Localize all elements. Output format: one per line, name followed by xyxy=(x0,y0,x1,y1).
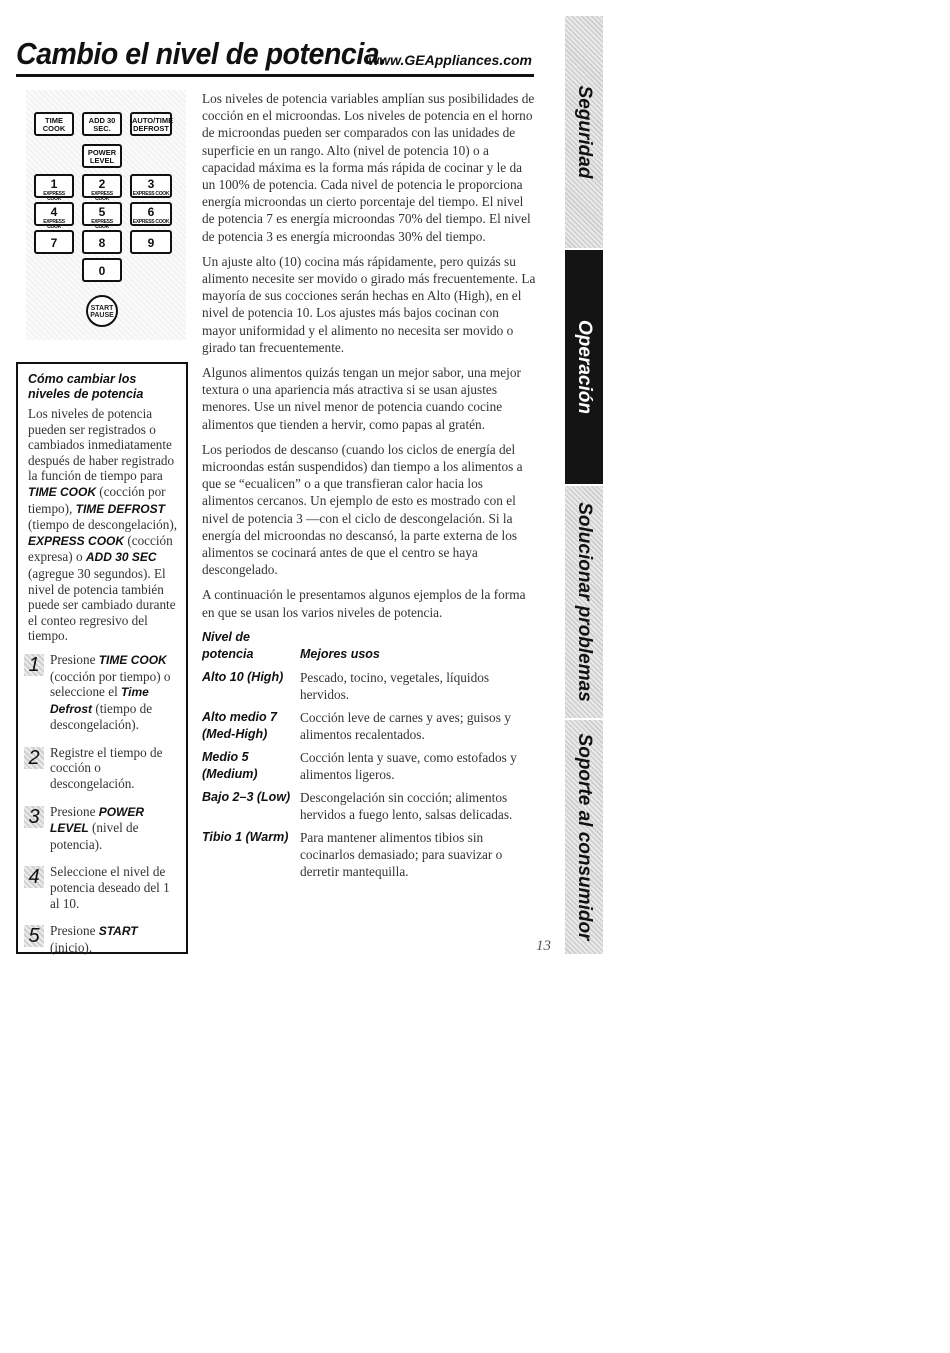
auto-time-defrost-key xyxy=(130,112,172,136)
use-cell: Cocción leve de carnes y aves; guisos y alimentos recalentados. xyxy=(300,709,511,742)
sidebar-intro xyxy=(28,406,178,644)
digit-label: 8 xyxy=(98,236,106,250)
column-header-level: Nivel de potencia xyxy=(202,629,254,661)
digit-label: 5 xyxy=(98,205,106,219)
digit-key-0 xyxy=(82,258,122,282)
digit-key-5 xyxy=(82,202,122,230)
express-cook-label: EXPRESS COOK xyxy=(132,219,170,225)
tab-label: Seguridad xyxy=(574,85,595,179)
digit-label: 9 xyxy=(147,236,155,250)
keyword-time-cook: TIME COOK xyxy=(98,652,167,667)
digit-label: 2 xyxy=(98,177,106,191)
digit-label: 1 xyxy=(50,177,58,191)
page-title: Cambio el nivel de potencia. xyxy=(16,36,387,71)
step-number: 4 xyxy=(24,866,44,888)
step-text: (nivel de potencia). xyxy=(50,820,139,852)
how-to-change-power-box xyxy=(16,362,188,954)
intro-text: (tiempo de descongelación), xyxy=(28,517,178,533)
tab-solucionar-problemas[interactable] xyxy=(565,486,603,718)
table-row xyxy=(202,829,536,880)
express-cook-label: EXPRESS COOK xyxy=(43,191,65,202)
keyword-add-30-sec: ADD 30 SEC xyxy=(85,550,157,565)
paragraph-high-setting: Un ajuste alto (10) cocina más rápidamente, pero quizás su alimento necesite ser movido o girado más frecuentemente. La mayoría de sus cocciones serán hechas en Alto (High), en el nivel de potencia 10. Los ajustes más bajos cocinan con mayor uniformidad y el alimento no necesita ser movido o girado tan frecuentemente. xyxy=(202,253,536,355)
tab-operacion[interactable] xyxy=(565,250,603,484)
express-cook-label: EXPRESS COOK xyxy=(43,219,65,230)
step-text: Registre el tiempo de cocción o descongelación. xyxy=(50,744,163,792)
express-cook-label: EXPRESS COOK xyxy=(91,191,113,202)
title-rule xyxy=(16,74,534,77)
time-cook-key xyxy=(34,112,74,136)
digit-label: 0 xyxy=(98,264,106,278)
digit-label: 4 xyxy=(50,205,58,219)
step-5 xyxy=(28,923,178,955)
tab-label: Soporte al consumidor xyxy=(574,733,595,941)
paragraph-lower-settings: Algunos alimentos quizás tengan un mejor sabor, una mejor textura o una apariencia más atractiva si se usan ajustes menores. Use un nivel menor de potencia cuando cocine alimentos que tienden a hervir, como papas al gratén. xyxy=(202,365,521,432)
digit-key-2 xyxy=(82,174,122,202)
express-cook-label: EXPRESS COOK xyxy=(91,219,113,230)
step-1 xyxy=(28,652,178,733)
intro-text: (cocción expresa) o xyxy=(28,532,173,565)
step-text: Presione xyxy=(50,923,99,939)
tab-seguridad[interactable] xyxy=(565,16,603,248)
use-cell: Descongelación sin cocción; alimentos hervidos a fuego lento, salsas delicadas. xyxy=(300,789,513,822)
step-text: Seleccione el nivel de potencia deseado del 1 al 10. xyxy=(50,864,170,911)
digit-key-4 xyxy=(34,202,74,230)
add-30-sec-key-label: ADD 30 SEC. xyxy=(88,116,116,133)
digit-label: 3 xyxy=(147,177,155,191)
intro-text: (agregue 30 segundos). El nivel de potencia también puede ser cambiado durante el conteo regresivo del tiempo. xyxy=(28,565,176,644)
digit-key-3 xyxy=(130,174,172,198)
page-number: 13 xyxy=(536,938,551,954)
keyword-power-level: POWER LEVEL xyxy=(50,804,145,836)
step-number: 1 xyxy=(24,654,44,676)
digit-label: 6 xyxy=(147,205,155,219)
step-number: 3 xyxy=(24,806,44,828)
power-level-key xyxy=(82,144,122,168)
keyword-time-defrost: TIME DEFROST xyxy=(75,501,165,516)
column-header-uses: Mejores usos xyxy=(300,646,380,661)
keyword-time-defrost: Time Defrost xyxy=(50,685,149,716)
step-4 xyxy=(28,864,178,911)
paragraph-examples-intro: A continuación le presentamos algunos ejemplos de la forma en que se usan los varios niveles de potencia. xyxy=(202,587,526,620)
use-cell: Cocción lenta y suave, como estofados y alimentos ligeros. xyxy=(300,749,517,782)
intro-text: (cocción por tiempo), xyxy=(28,483,166,516)
digit-key-1 xyxy=(34,174,74,202)
step-text: Presione xyxy=(50,803,99,819)
tab-label: Solucionar problemas xyxy=(574,502,595,702)
tab-label: Operación xyxy=(574,320,595,414)
level-cell: Bajo 2–3 (Low) xyxy=(202,789,291,804)
step-3 xyxy=(28,804,178,853)
digit-key-9 xyxy=(130,230,172,254)
use-cell: Para mantener alimentos tibios sin cocinarlos demasiado; para suavizar o derretir mantequilla. xyxy=(300,829,503,879)
step-text: (tiempo de descongelación). xyxy=(50,700,153,733)
sidebar-heading: Cómo cambiar los niveles de potencia xyxy=(28,372,144,401)
step-number: 5 xyxy=(24,925,44,947)
keyword-express-cook: EXPRESS COOK xyxy=(28,533,125,548)
keyword-start: START xyxy=(98,924,138,939)
digit-key-8 xyxy=(82,230,122,254)
intro-text: Los niveles de potencia pueden ser registrados o cambiados inmediatamente después de haber registrado la función de tiempo para xyxy=(28,406,175,484)
use-cell: Pescado, tocino, vegetales, líquidos hervidos. xyxy=(300,669,490,702)
table-row xyxy=(202,749,536,783)
auto-time-defrost-key-label: AUTO/TIME DEFROST xyxy=(132,116,174,133)
add-30-sec-key xyxy=(82,112,122,136)
paragraph-power-levels: Los niveles de potencia variables amplían sus posibilidades de cocción en el microondas. Los niveles de potencia en el horno de microondas pueden ser comparados con las unidades de superficie en un rango. Alto (nivel de potencia 10) o a capacidad máxima es la forma más rápida de cocinar y le da un 100% de potencia. Cada nivel de potencia le proporciona energía microondas un cierto porcentaje del tiempo. El nivel de potencia 7 es energía microondas 70% del tiempo. El nivel de potencia 3 es energía microondas 30% del tiempo. xyxy=(202,91,535,244)
level-cell: Tibio 1 (Warm) xyxy=(202,829,289,844)
keyword-time-cook: TIME COOK xyxy=(28,484,96,499)
step-text: (cocción por tiempo) o seleccione el xyxy=(50,668,171,700)
level-cell: Medio 5 (Medium) xyxy=(202,749,258,781)
main-text-column xyxy=(202,90,536,886)
level-cell: Alto medio 7 (Med-High) xyxy=(202,709,278,741)
level-cell: Alto 10 (High) xyxy=(202,669,284,684)
website-url[interactable]: www.GEAppliances.com xyxy=(368,52,532,68)
express-cook-label: EXPRESS COOK xyxy=(132,191,170,197)
power-level-table xyxy=(202,629,536,880)
digit-label: 7 xyxy=(50,236,58,250)
time-cook-key-label: TIME COOK xyxy=(42,116,66,133)
digit-key-6 xyxy=(130,202,172,226)
power-level-key-label: POWER LEVEL xyxy=(87,148,117,165)
step-text: Presione xyxy=(50,651,99,667)
tab-soporte-al-consumidor[interactable] xyxy=(565,720,603,954)
table-header xyxy=(202,629,536,663)
table-row xyxy=(202,669,536,703)
step-text: (inicio). xyxy=(50,939,93,955)
start-pause-key: START PAUSE xyxy=(86,295,118,327)
table-row xyxy=(202,789,536,823)
digit-key-7 xyxy=(34,230,74,254)
paragraph-rest-periods: Los periodos de descanso (cuando los ciclos de energía del microondas están suspendidos) dan tiempo a los alimentos a que se “ecualicen” o a que transfieran calor hacia los alimentos cercanos. Un ejemplo de esto es mostrado con el nivel de potencia 3 —con el ciclo de descongelación. Si la energía del microondas no descansó, la parte externa de los alimentos se cocinará antes de que el centro se haya descongelado. xyxy=(202,441,523,578)
step-2 xyxy=(28,745,178,792)
step-number: 2 xyxy=(24,747,44,769)
table-row xyxy=(202,709,536,743)
